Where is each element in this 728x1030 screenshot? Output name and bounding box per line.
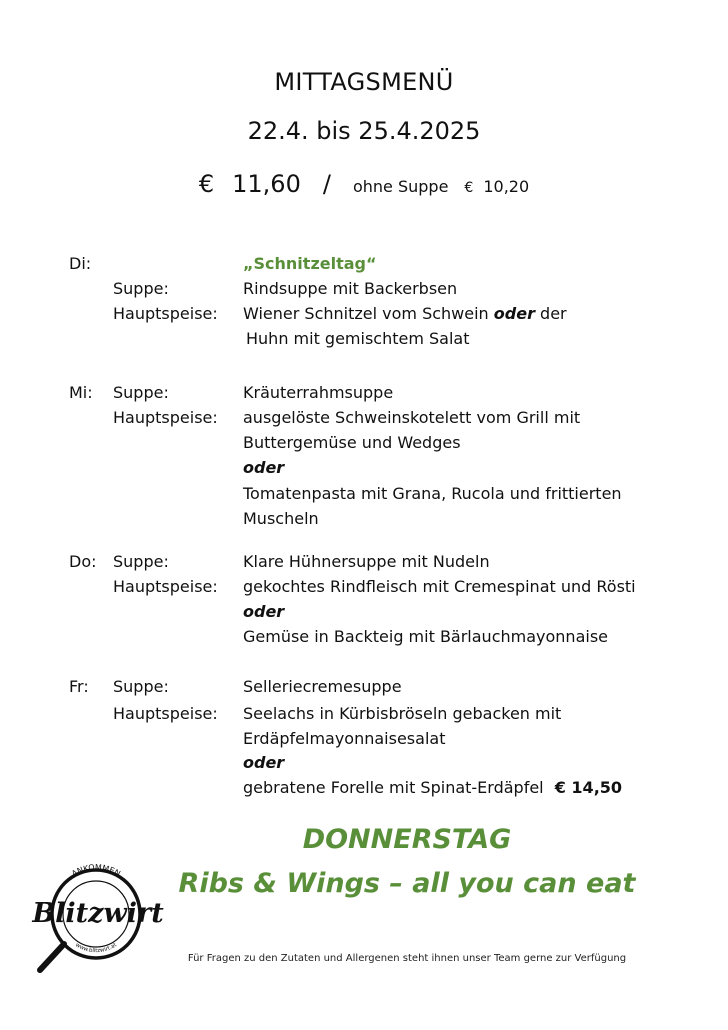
main-di-line1 [243, 304, 567, 324]
alt-do-line1: Gemüse in Backteig mit Bärlauchmayonnaise [243, 627, 608, 646]
alt-fr-line1 [243, 778, 622, 798]
price-without-soup: 10,20 [483, 177, 530, 196]
oder-fr: oder [243, 753, 285, 772]
alt-mi-line2: Muscheln [243, 509, 319, 528]
date-range: 22.4. bis 25.4.2025 [247, 117, 481, 145]
price-currency: € [198, 170, 215, 198]
soup-fr: Selleriecremesuppe [243, 677, 402, 696]
main-fr-line1: Seelachs in Kürbisbröseln gebacken mit [243, 704, 562, 723]
logo-url: www.blitzwirt.at [74, 942, 118, 955]
day-label-do: Do: [69, 552, 97, 571]
price-separator: / [322, 170, 331, 198]
price-line [0, 170, 728, 198]
day-label-fr: Fr: [69, 677, 89, 696]
main-di-line2: Huhn mit gemischtem Salat [246, 329, 470, 348]
alt-fr-price: € 14,50 [554, 778, 623, 797]
without-soup-label: ohne Suppe [352, 177, 449, 196]
oder-di: oder [493, 304, 535, 323]
main-label-fr: Hauptspeise: [113, 704, 218, 723]
price-without-soup-currency: € [464, 180, 474, 196]
soup-label-di: Suppe: [113, 279, 169, 298]
promo-offer: Ribs & Wings – all you can eat [178, 868, 636, 899]
oder-do: oder [243, 602, 285, 621]
alt-fr-dish: gebratene Forelle mit Spinat-Erdäpfel [243, 778, 544, 797]
soup-mi: Kräuterrahmsuppe [243, 383, 394, 402]
soup-di: Rindsuppe mit Backerbsen [243, 279, 458, 298]
main-di-line1-b: der [540, 304, 567, 323]
logo-top-text: ANKOMMEN [70, 862, 122, 879]
main-di-line1-a: Wiener Schnitzel vom Schwein [243, 304, 489, 323]
day-label-di: Di: [69, 254, 92, 273]
logo-brand: Blitzwirt [32, 898, 164, 929]
allergen-note: Für Fragen zu den Zutaten und Allergenen steht ihnen unser Team gerne zur Verfügung [187, 953, 627, 964]
menu-price: 11,60 [232, 170, 301, 198]
alt-mi-line1: Tomatenpasta mit Grana, Rucola und frittierten [243, 484, 622, 503]
main-fr-line2: Erdäpfelmayonnaisesalat [243, 729, 446, 748]
main-label-do: Hauptspeise: [113, 577, 218, 596]
main-mi-line2: Buttergemüse und Wedges [243, 433, 461, 452]
soup-label-do: Suppe: [113, 552, 169, 571]
soup-label-mi: Suppe: [113, 383, 169, 402]
main-mi-line1: ausgelöste Schweinskotelett vom Grill mit [243, 408, 581, 427]
soup-do: Klare Hühnersuppe mit Nudeln [243, 552, 490, 571]
page-title: MITTAGSMENÜ [274, 68, 454, 96]
promo-day-heading: DONNERSTAG [302, 824, 512, 855]
oder-mi: oder [243, 458, 285, 477]
main-do-line1: gekochtes Rindfleisch mit Cremespinat und Rösti [243, 577, 636, 596]
soup-label-fr: Suppe: [113, 677, 169, 696]
main-label-mi: Hauptspeise: [113, 408, 218, 427]
main-label-di: Hauptspeise: [113, 304, 218, 323]
special-day-label: „Schnitzeltag“ [243, 254, 377, 273]
day-label-mi: Mi: [69, 383, 93, 402]
